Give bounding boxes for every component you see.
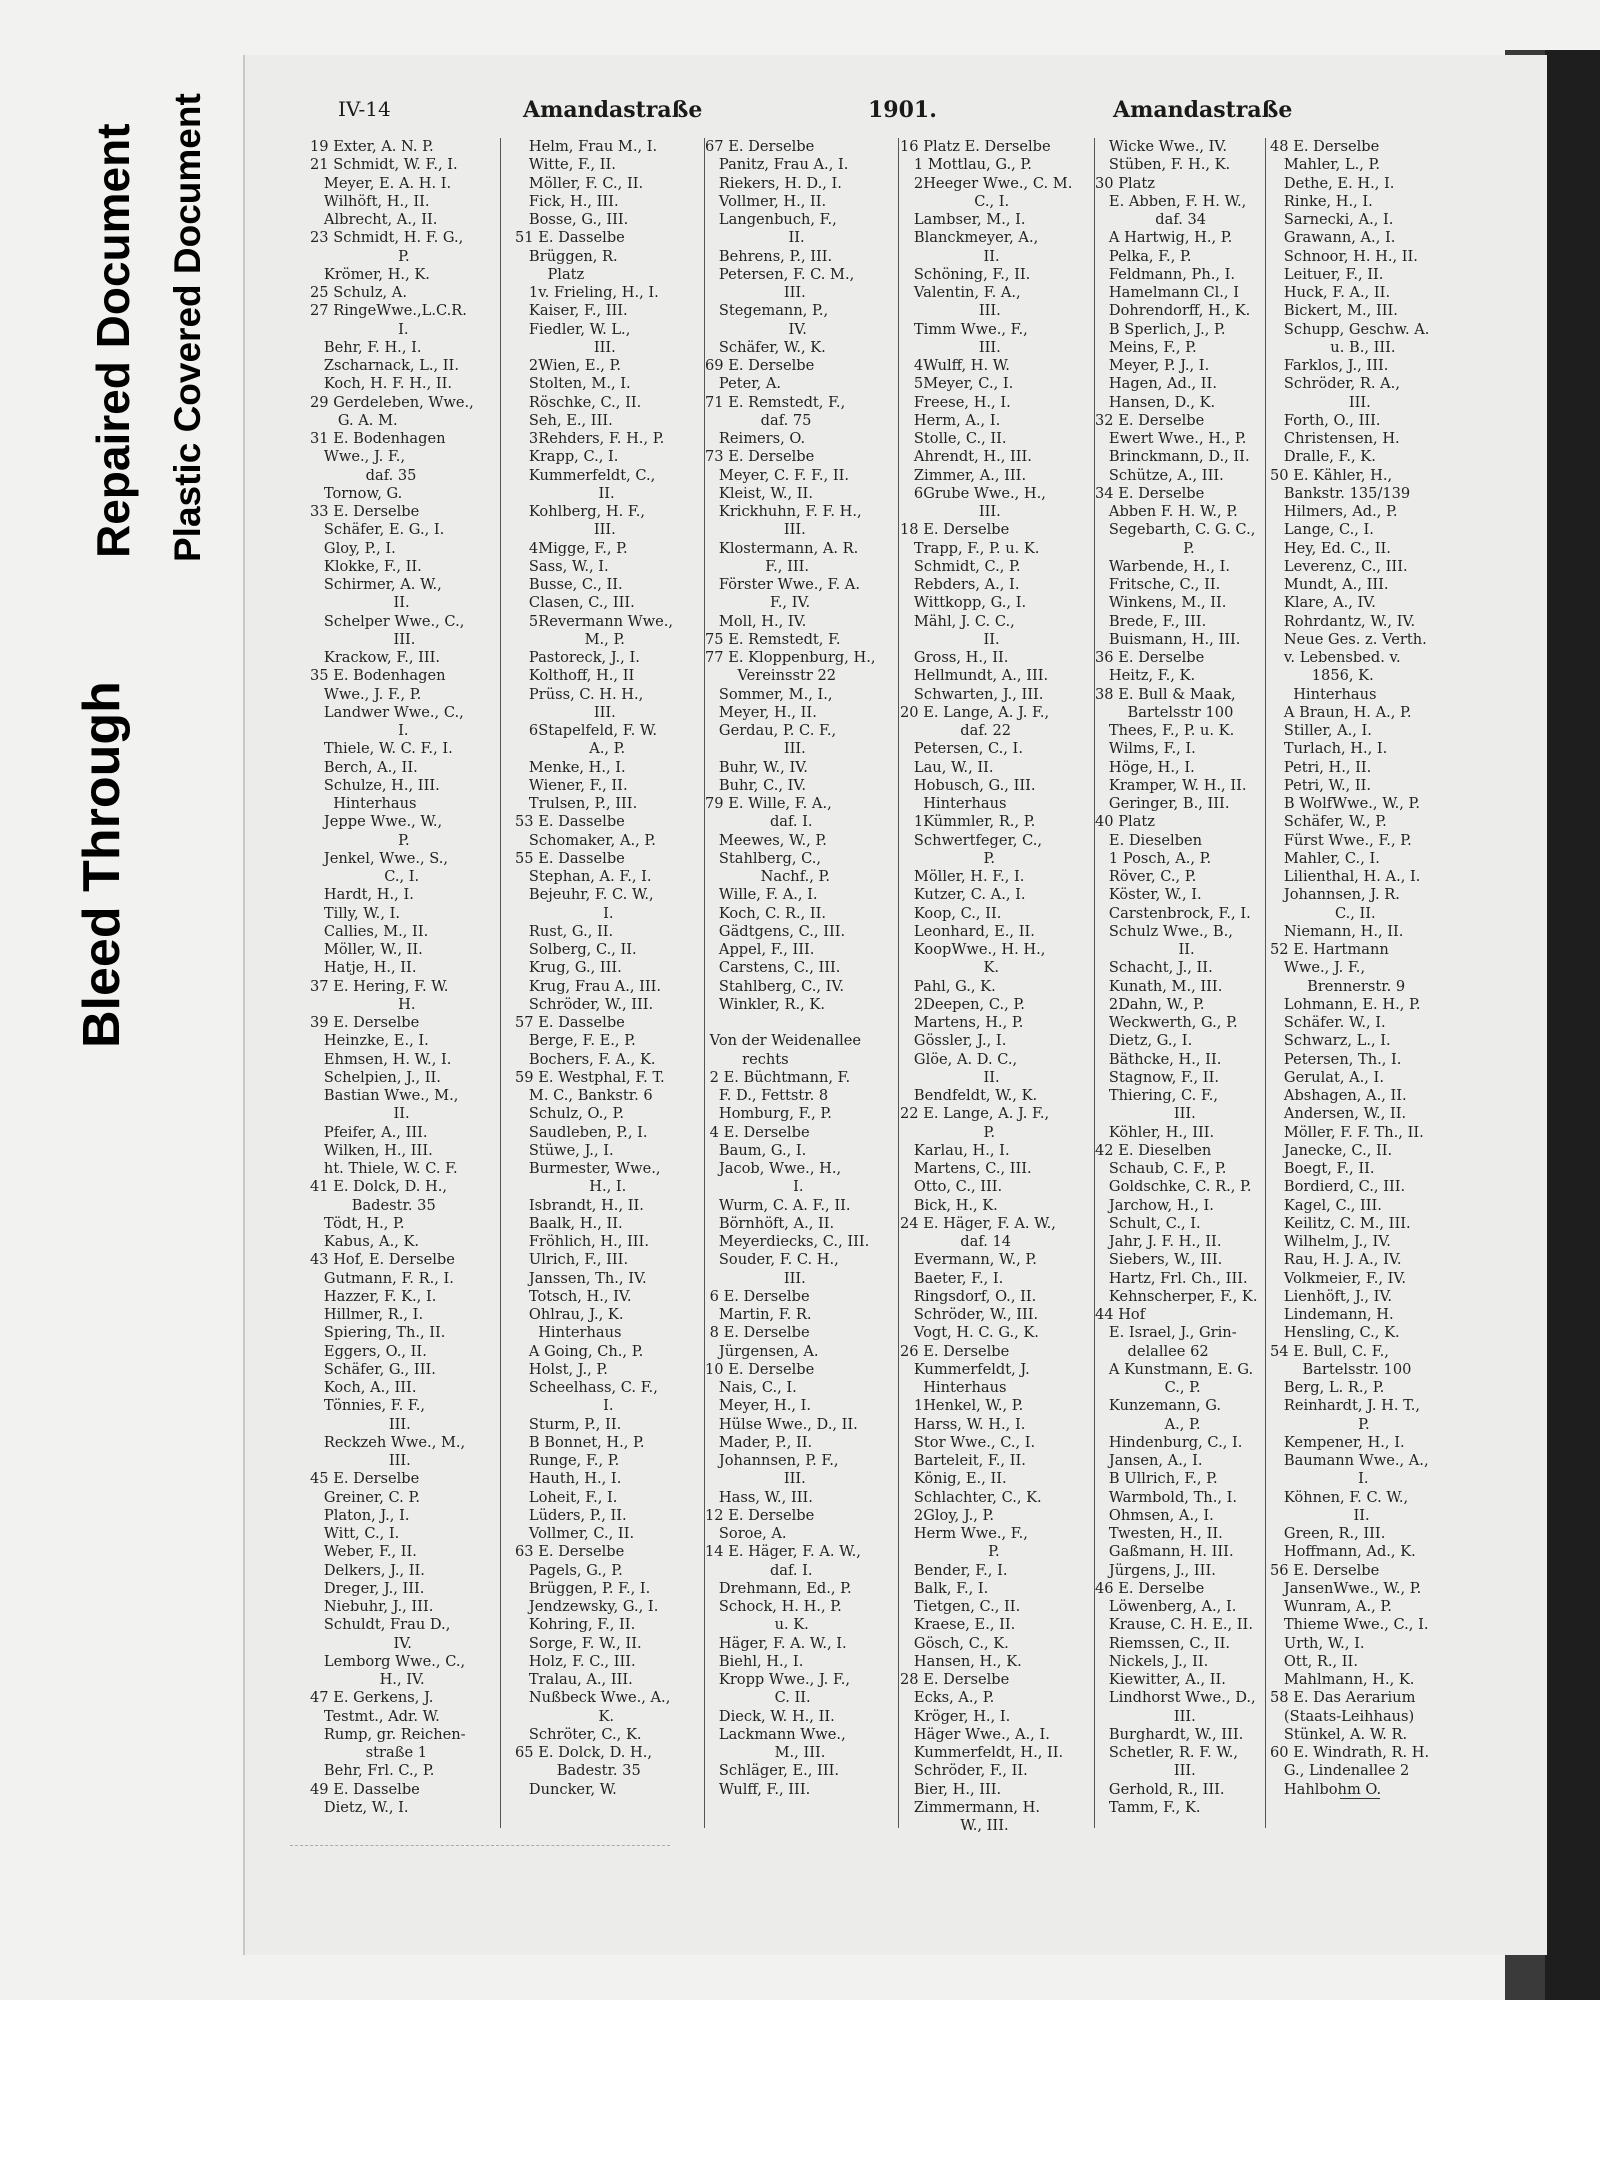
directory-columns: [310, 138, 1500, 1898]
repaired-document-label: Repaired Document: [87, 123, 139, 558]
scan-edge-shadow: [1545, 50, 1600, 2000]
directory-column-2: Helm, Frau M., I. Witte, F., II. Möller, F. C., II. Fick, H., III. Bosse, G., III. 51 E. Dasselbe Brüggen, R. Platz 1v. Frieling, H., I. Kaiser, F., III. Fiedler, W. L., III. 2Wien, E., P. Stolten, M., I. Röschke, C., II. Seh, E., III. 3Rehders, F. H., P. Krapp, C., I. Kummerfeldt, C., II. Kohlberg, H. F., III. 4Migge, F., P. Sass, W., I. Busse, C., II. Clasen, C., III. 5Revermann Wwe., M., P. Pastoreck, J., I. Kolthoff, H., II Prüss, C. H. H., III. 6Stapelfeld, F. W. A., P. Menke, H., I. Wiener, F., II. Trulsen, P., III. 53 E. Dasselbe Schomaker, A., P. 55 E. Dasselbe Stephan, A. F., I. Bejeuhr, F. C. W., I. Rust, G., II. Solberg, C., II. Krug, G., III. Krug, Frau A., III. Schröder, W., III. 57 E. Dasselbe Berge, F. E., P. Bochers, F. A., K. 59 E. Westphal, F. T. M. C., Bankstr. 6 Schulz, O., P. Saudleben, P., I. Stüwe, J., I. Burmester, Wwe., H., I. Isbrandt, H., II. Baalk, H., II. Fröhlich, H., III. Ulrich, F., III. Janssen, Th., IV. Totsch, H., IV. Ohlrau, J., K. Hinterhaus A Going, Ch., P. Holst, J., P. Scheelhass, C. F., I. Sturm, P., II. B Bonnet, H., P. Runge, F., P. Hauth, H., I. Loheit, F., I. Lüders, P., II. Vollmer, C., II. 63 E. Derselbe Pagels, G., P. Brüggen, P. F., I. Jendzewsky, G., I. Kohring, F., II. Sorge, F. W., II. Holz, F. C., III. Tralau, A., III. Nußbeck Wwe., A., K. Schröter, C., K. 65 E. Dolck, D. H., Badestr. 35 Duncker, W.: [515, 138, 674, 1798]
year: 1901.: [868, 97, 937, 123]
directory-column-5: Wicke Wwe., IV. Stüben, F. H., K. 30 Platz E. Abben, F. H. W., daf. 34 A Hartwig, H., P. Pelka, F., P. Feldmann, Ph., I. Hamelmann Cl., I Dohrendorff, H., K. B Sperlich, J., P. Meins, F., P. Meyer, P. J., I. Hagen, Ad., II. Hansen, D., K. 32 E. Derselbe Ewert Wwe., H., P. Brinckmann, D., II. Schütze, A., III. 34 E. Derselbe Abben F. H. W., P. Segebarth, C. G. C., P. Warbende, H., I. Fritsche, C., II. Winkens, M., II. Brede, F., III. Buismann, H., III. 36 E. Derselbe Heitz, F., K. 38 E. Bull & Maak, Bartelsstr 100 Thees, F., P. u. K. Wilms, F., I. Höge, H., I. Kramper, W. H., II. Geringer, B., III. 40 Platz E. Dieselben 1 Posch, A., P. Röver, C., P. Köster, W., I. Carstenbrock, F., I. Schulz Wwe., B., II. Schacht, J., II. Kunath, M., III. 2Dahn, W., P. Weckwerth, G., P. Dietz, G., I. Bäthcke, H., II. Stagnow, F., II. Thiering, C. F., III. Köhler, H., III. 42 E. Dieselben Schaub, C. F., P. Goldschke, C. R., P. Jarchow, H., I. Schult, C., I. Jahr, J. F. H., II. Siebers, W., III. Hartz, Frl. Ch., III. Kehnscherper, F., K. 44 Hof E. Israel, J., Grin- delallee 62 A Kunstmann, E. G. C., P. Kunzemann, G. A., P. Hindenburg, C., I. Jansen, A., I. B Ullrich, F., P. Warmbold, Th., I. Ohmsen, A., I. Twesten, H., II. Gaßmann, H. III. Jürgens, J., III. 46 E. Derselbe Löwenberg, A., I. Krause, C. H. E., II. Riemssen, C., II. Nickels, J., II. Kiewitter, A., II. Lindhorst Wwe., D., III. Burghardt, W., III. Schetler, R. F. W., III. Gerhold, R., III. Tamm, F., K.: [1095, 138, 1258, 1816]
page-code: IV-14: [338, 97, 391, 121]
side-labels: [0, 0, 243, 2000]
directory-column-1: 19 Exter, A. N. P. 21 Schmidt, W. F., I. Meyer, E. A. H. I. Wilhöft, H., II. Albrecht, A., II. 23 Schmidt, H. F. G., P. Krömer, H., K. 25 Schulz, A. 27 RingeWwe.,L.C.R. I. Behr, F. H., I. Zscharnack, L., II. Koch, H. F. H., II. 29 Gerdeleben, Wwe., G. A. M. 31 E. Bodenhagen Wwe., J. F., daf. 35 Tornow, G. 33 E. Derselbe Schäfer, E. G., I. Gloy, P., I. Klokke, F., II. Schirmer, A. W., II. Schelper Wwe., C., III. Krackow, F., III. 35 E. Bodenhagen Wwe., J. F., P. Landwer Wwe., C., I. Thiele, W. C. F., I. Berch, A., II. Schulze, H., III. Hinterhaus Jeppe Wwe., W., P. Jenkel, Wwe., S., C., I. Hardt, H., I. Tilly, W., I. Callies, M., II. Möller, W., II. Hatje, H., II. 37 E. Hering, F. W. H. 39 E. Derselbe Heinzke, E., I. Ehmsen, H. W., I. Schelpien, J., II. Bastian Wwe., M., II. Pfeifer, A., III. Wilken, H., III. ht. Thiele, W. C. F. 41 E. Dolck, D. H., Badestr. 35 Tödt, H., P. Kabus, A., K. 43 Hof, E. Derselbe Gutmann, F. R., I. Hazzer, F. K., I. Hillmer, R., I. Spiering, Th., II. Eggers, O., II. Schäfer, G., III. Koch, A., III. Tönnies, F. F., III. Reckzeh Wwe., M., III. 45 E. Derselbe Greiner, C. P. Platon, J., I. Witt, C., I. Weber, F., II. Delkers, J., II. Dreger, J., III. Niebuhr, J., III. Schuldt, Frau D., IV. Lemborg Wwe., C., H., IV. 47 E. Gerkens, J. Testmt., Adr. W. Rump, gr. Reichen- straße 1 Behr, Frl. C., P. 49 E. Dasselbe Dietz, W., I.: [310, 138, 474, 1816]
page-header: [338, 97, 1293, 127]
scan-artifact-dashes: [290, 1845, 670, 1846]
street-name-right: Amandastraße: [1113, 97, 1293, 123]
directory-column-4: 16 Platz E. Derselbe 1 Mottlau, G., P. 2Heeger Wwe., C. M. C., I. Lambser, M., I. Blanckmeyer, A., II. Schöning, F., II. Valentin, F. A., III. Timm Wwe., F., III. 4Wulff, H. W. 5Meyer, C., I. Freese, H., I. Herm, A., I. Stolle, C., II. Ahrendt, H., III. Zimmer, A., III. 6Grube Wwe., H., III. 18 E. Derselbe Trapp, F., P. u. K. Schmidt, C., P. Rebders, A., I. Wittkopp, G., I. Mähl, J. C. C., II. Gross, H., II. Hellmundt, A., III. Schwarten, J., III. 20 E. Lange, A. J. F., daf. 22 Petersen, C., I. Lau, W., II. Hobusch, G., III. Hinterhaus 1Kümmler, R., P. Schwertfeger, C., P. Möller, H. F., I. Kutzer, C. A., I. Koop, C., II. Leonhard, E., II. KoopWwe., H. H., K. Pahl, G., K. 2Deepen, C., P. Martens, H., P. Gössler, J., I. Glöe, A. D. C., II. Bendfeldt, W., K. 22 E. Lange, A. J. F., P. Karlau, H., I. Martens, C., III. Otto, C., III. Bick, H., K. 24 E. Häger, F. A. W., daf. 14 Evermann, W., P. Baeter, F., I. Ringsdorf, O., II. Schröder, W., III. Vogt, H. C. G., K. 26 E. Derselbe Kummerfeldt, J. Hinterhaus 1Henkel, W., P. Harss, W. H., I. Stor Wwe., C., I. Barteleit, F., II. König, E., II. Schlachter, C., K. 2Gloy, J., P. Herm Wwe., F., P. Bender, F., I. Balk, F., I. Tietgen, C., II. Kraese, E., II. Gösch, C., K. Hansen, H., K. 28 E. Derselbe Ecks, A., P. Kröger, H., I. Häger Wwe., A., I. Kummerfeldt, H., II. Schröder, F., II. Bier, H., III. Zimmermann, H. W., III.: [900, 138, 1073, 1834]
directory-column-3: 67 E. Derselbe Panitz, Frau A., I. Riekers, H. D., I. Vollmer, H., II. Langenbuch, F., II. Behrens, P., III. Petersen, F. C. M., III. Stegemann, P., IV. Schäfer, W., K. 69 E. Derselbe Peter, A. 71 E. Remstedt, F., daf. 75 Reimers, O. 73 E. Derselbe Meyer, C. F. F., II. Kleist, W., II. Krickhuhn, F. F. H., III. Klostermann, A. R. F., III. Förster Wwe., F. A. F., IV. Moll, H., IV. 75 E. Remstedt, F. 77 E. Kloppenburg, H., Vereinsstr 22 Sommer, M., I., Meyer, H., II. Gerdau, P. C. F., III. Buhr, W., IV. Buhr, C., IV. 79 E. Wille, F. A., daf. I. Meewes, W., P. Stahlberg, C., Nachf., P. Wille, F. A., I. Koch, C. R., II. Gädtgens, C., III. Appel, F., III. Carstens, C., III. Stahlberg, C., IV. Winkler, R., K. Von der Weidenallee rechts 2 E. Büchtmann, F. F. D., Fettstr. 8 Homburg, F., P. 4 E. Derselbe Baum, G., I. Jacob, Wwe., H., I. Wurm, C. A. F., II. Börnhöft, A., II. Meyerdiecks, C., III. Souder, F. C. H., III. 6 E. Derselbe Martin, F. R. 8 E. Derselbe Jürgensen, A. 10 E. Derselbe Nais, C., I. Meyer, H., I. Hülse Wwe., D., II. Mader, P., II. Johannsen, P. F., III. Hass, W., III. 12 E. Derselbe Soroe, A. 14 E. Häger, F. A. W., daf. I. Drehmann, Ed., P. Schock, H. H., P. u. K. Häger, F. A. W., I. Biehl, H., I. Kropp Wwe., J. F., C. II. Dieck, W. H., II. Lackmann Wwe., M., III. Schläger, E., III. Wulff, F., III.: [705, 138, 876, 1798]
bleed-through-label: Bleed Through: [73, 681, 131, 1048]
street-name-left: Amandastraße: [523, 97, 703, 123]
directory-column-6: 48 E. Derselbe Mahler, L., P. Dethe, E. H., I. Rinke, H., I. Sarnecki, A., I. Grawann, A., I. Schnoor, H. H., II. Leituer, F., II. Huck, F. A., II. Bickert, M., III. Schupp, Geschw. A. u. B., III. Farklos, J., III. Schröder, R. A., III. Forth, O., III. Christensen, H. Dralle, F., K. 50 E. Kähler, H., Bankstr. 135/139 Hilmers, Ad., P. Lange, C., I. Hey, Ed. C., II. Leverenz, C., III. Mundt, A., III. Klare, A., IV. Rohrdantz, W., IV. Neue Ges. z. Verth. v. Lebensbed. v. 1856, K. Hinterhaus A Braun, H. A., P. Stiller, A., I. Turlach, H., I. Petri, H., II. Petri, W., II. B WolfWwe., W., P. Schäfer, W., P. Fürst Wwe., F., P. Mahler, C., I. Lilienthal, H. A., I. Johannsen, J. R. C., II. Niemann, H., II. 52 E. Hartmann Wwe., J. F., Brennerstr. 9 Lohmann, E. H., P. Schäfer. W., I. Schwarz, L., I. Petersen, Th., I. Gerulat, A., I. Abshagen, A., II. Andersen, W., II. Möller, F. F. Th., II. Janecke, C., II. Boegt, F., II. Bordierd, C., III. Kagel, C., III. Keilitz, C. M., III. Wilhelm, J., IV. Rau, H. J. A., IV. Volkmeier, F., IV. Lienhöft, J., IV. Lindemann, H. Hensling, C., K. 54 E. Bull, C. F., Bartelsstr. 100 Berg, L. R., P. Reinhardt, J. H. T., P. Kempener, H., I. Baumann Wwe., A., I. Köhnen, F. C. W., II. Green, R., III. Hoffmann, Ad., K. 56 E. Derselbe JansenWwe., W., P. Wunram, A., P. Thieme Wwe., C., I. Urth, W., I. Ott, R., II. Mahlmann, H., K. 58 E. Das Aerarium (Staats-Leihhaus) Stünkel, A. W. R. 60 E. Windrath, R. H. G., Lindenallee 2 Hahlbohm O.: [1270, 138, 1430, 1798]
plastic-covered-label: Plastic Covered Document: [167, 93, 208, 562]
end-rule: [1340, 1798, 1380, 1799]
